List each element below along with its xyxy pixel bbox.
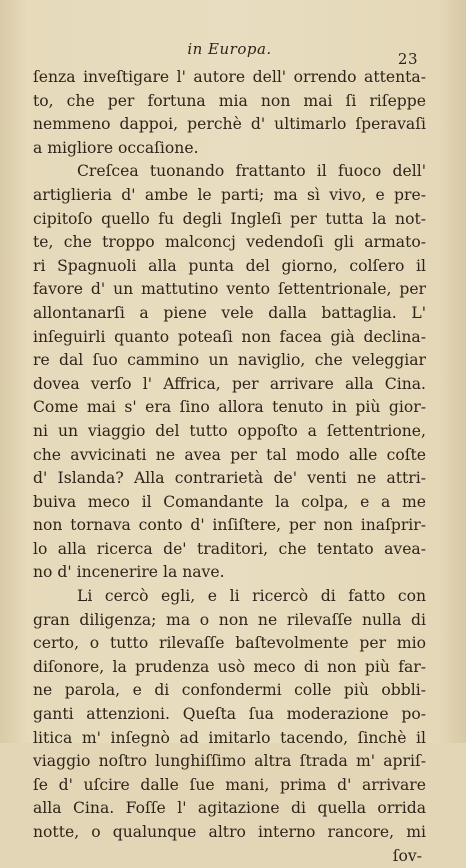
running-head (33, 40, 426, 68)
text-line: ſenza inveſtigare l' autore dell' orrendo attenta- (33, 68, 426, 86)
text-line: certo, o tutto rilevaſſe baſtevolmente per mio (33, 634, 426, 653)
text-line: ri Spagnuoli alla punta del giorno, colſero il (33, 256, 426, 275)
text-line: inſeguirli quanto poteaſi non facea già declina- (33, 327, 426, 346)
text-line: artiglieria d' ambe le parti; ma sì vivo, e pre- (33, 185, 426, 204)
text-line: Creſcea tuonando frattanto il fuoco dell' (77, 162, 426, 181)
text-line: alla Cina. Foſſe l' agitazione di quella orrida (33, 799, 426, 818)
text-line: gran diligenza; ma o non ne rilevaſſe nulla di (33, 610, 426, 629)
text-line: litica m' inſegnò ad imitarlo tacendo, ſinchè il (33, 728, 426, 747)
body-text (33, 66, 426, 868)
text-line: d' Islanda? Alla contrarietà de' venti ne attri- (33, 469, 426, 488)
text-line: notte, o qualunque altro interno rancore, mi (33, 823, 426, 841)
text-line: te, che troppo malconcj vedendoſi gli armato- (33, 233, 426, 252)
text-line: re dal ſuo cammino un naviglio, che veleggiar (33, 351, 426, 370)
text-line: favore d' un mattutino vento ſettentrionale, per (33, 280, 426, 299)
text-line: buiva meco il Comandante la colpa, e a me (33, 492, 426, 511)
running-title: in Europa. (187, 40, 272, 58)
text-line: no d' incenerire la nave. (33, 563, 225, 582)
text-line: cipitoſo quello fu degli Ingleſi per tutta la not- (33, 209, 426, 228)
text-line: Li cercò egli, e li ricercò di fatto con (77, 587, 426, 606)
text-line: che avvicinati ne avea per tal modo alle coſte (33, 445, 426, 464)
text-line: non tornava conto d' inſiſtere, per non inaſprir- (33, 516, 426, 535)
catchword: ſov- (392, 846, 422, 865)
text-line: ne parola, e di confondermi colle più obbli- (33, 681, 426, 700)
text-line: ſe d' uſcire dalle ſue mani, prima d' arrivare (33, 775, 426, 794)
text-line: to, che per fortuna mia non mai ſi riſeppe (33, 91, 426, 110)
text-line: allontanarſi a piene vele dalla battaglia. L' (33, 303, 426, 322)
text-line: a migliore occaſione. (33, 138, 199, 157)
text-line: dovea verſo l' Affrica, per arrivare alla Cina. (33, 374, 426, 393)
text-line: ganti attenzioni. Queſta ſua moderazione po- (33, 705, 426, 724)
text-line: diſonore, la prudenza usò meco di non più far- (33, 657, 426, 676)
text-line: viaggio noſtro lunghiſſimo altra ſtrada m' apriſ- (33, 752, 426, 771)
text-line: nemmeno dappoi, perchè d' ultimarlo ſperavaſi (33, 115, 426, 134)
text-line: lo alla ricerca de' traditori, che tentato avea- (33, 539, 426, 558)
page-number: 23 (397, 50, 418, 68)
text-line: Come mai s' era ſino allora tenuto in più gior- (33, 398, 426, 417)
text-line: ni un viaggio del tutto oppoſto a ſettentrione, (33, 421, 426, 440)
